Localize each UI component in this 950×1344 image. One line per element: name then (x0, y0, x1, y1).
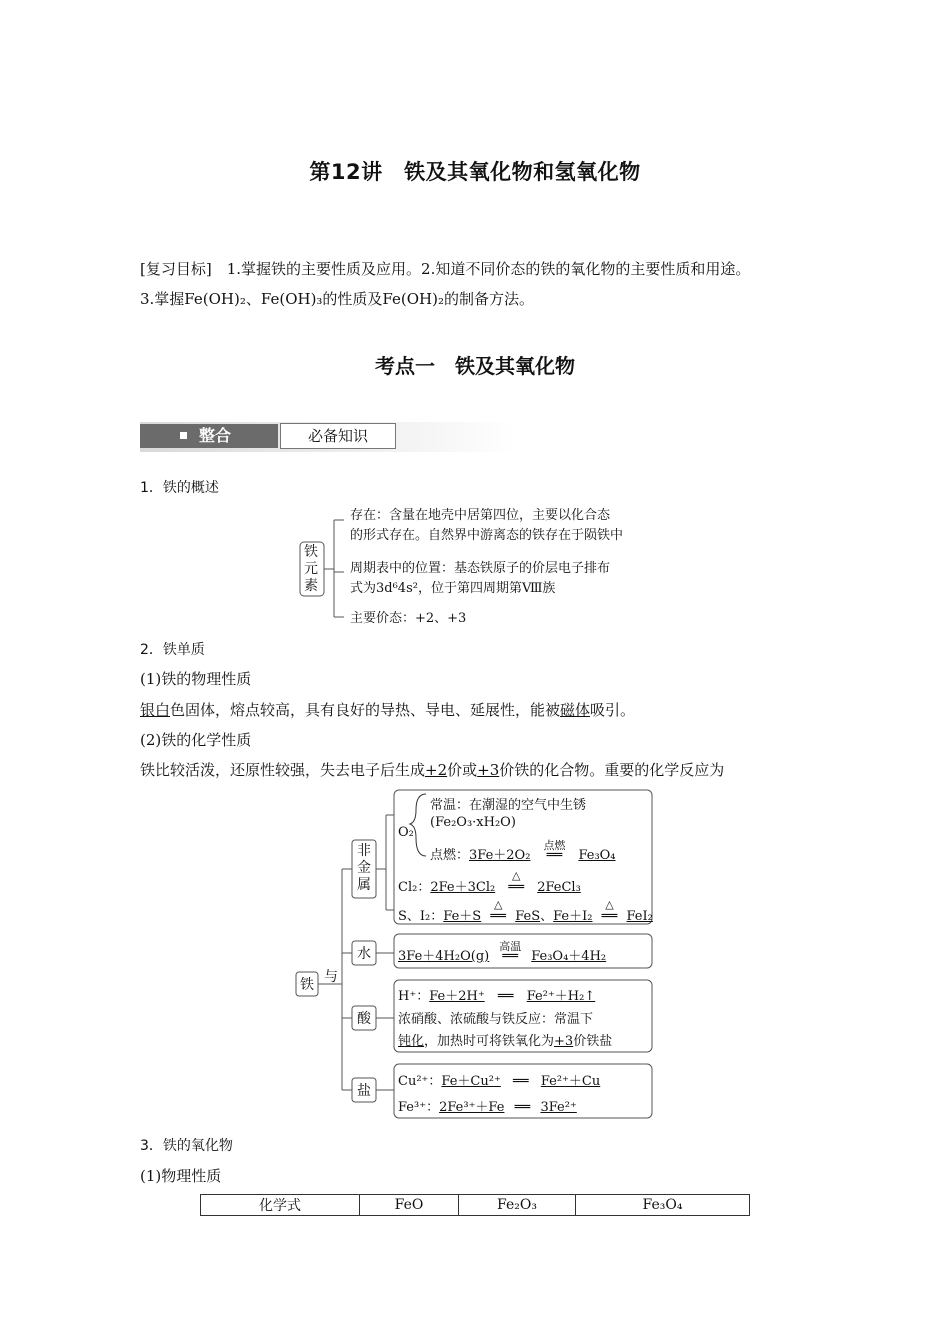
review-goals-line2: 3.掌握Fe(OH)₂、Fe(OH)₃的性质及Fe(OH)₂的制备方法。 (140, 290, 534, 308)
banner-light: 必备知识 (280, 423, 396, 449)
chem-text (140, 759, 724, 780)
cu-left: Fe＋Cu²⁺ (441, 1074, 501, 1089)
cl2-eq (398, 869, 581, 895)
table-header-formula: 化学式 (201, 1195, 360, 1216)
fe3-eq (398, 1096, 577, 1115)
water-right: Fe₃O₄＋4H₂ (531, 949, 607, 964)
table-row (201, 1195, 750, 1216)
acid-text2 (398, 1030, 612, 1049)
cl2-heat: △ (511, 869, 521, 882)
page-title: 第12讲 铁及其氧化物和氢氧化物 (309, 160, 641, 184)
acid-left: Fe＋2H⁺ (429, 989, 485, 1004)
o2-ignite-eq (430, 839, 616, 863)
answer-passivation: 钝化 (398, 1034, 425, 1049)
section-banner (140, 422, 516, 452)
branch-nonmetal: 非金属 (357, 843, 371, 893)
cu-label: Cu²⁺： (398, 1074, 442, 1089)
iron-overview-diagram (298, 500, 668, 630)
cl2-right: 2FeCl₃ (537, 880, 581, 895)
answer-acid-plus3: +3 (554, 1034, 574, 1049)
s-i2-sep: 、 (540, 909, 554, 924)
phys-heading: (1)铁的物理性质 (140, 670, 252, 688)
answer-plus2: +2 (425, 761, 448, 779)
fe3-label: Fe³⁺： (398, 1100, 440, 1115)
i2-left: Fe＋I₂ (553, 909, 593, 924)
phys-text (140, 699, 635, 720)
answer-magnet: 磁体 (560, 701, 591, 719)
s-left: Fe＋S (443, 909, 482, 924)
water-left: 3Fe＋4H₂O(g) (398, 949, 490, 964)
square-icon (180, 432, 187, 439)
cl2-arrow: △ ══ (495, 880, 537, 895)
fe3-right: 3Fe²⁺ (540, 1100, 577, 1115)
i2-heat: △ (605, 898, 614, 911)
fe3-left: 2Fe³⁺＋Fe (439, 1100, 505, 1115)
acid-text2-end: 价铁盐 (573, 1034, 613, 1049)
banner-dark (140, 424, 278, 448)
cl2-left: 2Fe＋3Cl₂ (430, 880, 496, 895)
s-right: FeS (515, 909, 541, 924)
valence-line: 主要价态：+2、+3 (350, 611, 467, 626)
cu-right: Fe²⁺＋Cu (540, 1074, 601, 1089)
table-header-fe3o4: Fe₃O₄ (576, 1195, 750, 1216)
acid-eq (398, 985, 595, 1004)
branch-water: 水 (357, 946, 371, 962)
section-title: 考点一 铁及其氧化物 (375, 354, 575, 378)
acid-text1: 浓硝酸、浓硫酸与铁反应：常温下 (398, 1012, 594, 1027)
o2-label: O₂ (398, 825, 414, 840)
chem-text-start: 铁比较活泼，还原性较强，失去电子后生成 (140, 761, 426, 779)
answer-silver-white: 银白 (140, 701, 171, 719)
oxides-table (200, 1194, 750, 1216)
s-arrow: △ ══ (481, 909, 515, 924)
cu-arrow: ══ (512, 1074, 529, 1089)
heading-iron-oxides: 3．铁的氧化物 (140, 1138, 233, 1154)
acid-right: Fe²⁺＋H₂↑ (526, 989, 596, 1004)
o2-rust: (Fe₂O₃·xH₂O) (430, 815, 516, 830)
o2-ignite-condition: 点燃 (543, 839, 566, 852)
review-goals-text: 1.掌握铁的主要性质及应用。2.知道不同价态的铁的氧化物的主要性质和用途。 (226, 260, 751, 278)
exist-line2: 的形式存在。自然界中游离态的铁存在于陨铁中 (350, 528, 624, 543)
s-i2-eq (398, 898, 653, 924)
chem-reaction-diagram (294, 788, 656, 1122)
water-eq (398, 940, 607, 964)
i2-arrow: △ ══ (592, 909, 626, 924)
period-line1: 周期表中的位置：基态铁原子的价层电子排布 (350, 561, 611, 576)
chem-heading: (2)铁的化学性质 (140, 731, 252, 749)
fe3-arrow: ══ (514, 1100, 531, 1115)
table-header-fe2o3: Fe₂O₃ (459, 1195, 576, 1216)
phys-text-end: 吸引。 (590, 701, 636, 719)
o2-ignite-left: 3Fe＋2O₂ (469, 848, 531, 863)
answer-plus3: +3 (477, 761, 500, 779)
oxides-phys-heading: (1)物理性质 (140, 1167, 222, 1185)
water-arrow: 高温 ══ (489, 949, 531, 964)
root-with: 与 (324, 969, 338, 985)
o2-ignite-arrow: 点燃 ══ (530, 848, 578, 863)
s-i2-label: S、I₂： (398, 909, 444, 924)
phys-text-mid: 色固体，熔点较高，具有良好的导热、导电、延展性，能被 (170, 701, 561, 719)
o2-room-temp: 常温：在潮湿的空气中生锈 (430, 798, 587, 813)
chem-text-end: 价铁的化合物。重要的化学反应为 (499, 761, 725, 779)
table-header-feo: FeO (360, 1195, 459, 1216)
heading-iron-overview: 1．铁的概述 (140, 480, 219, 496)
root-iron: 铁 (300, 977, 314, 993)
review-goals-line1 (140, 258, 750, 279)
o2-ignite-right: Fe₃O₄ (578, 848, 616, 863)
branch-salt: 盐 (357, 1083, 371, 1099)
o2-ignite-label: 点燃： (430, 848, 470, 863)
s-heat: △ (493, 898, 503, 911)
cu-eq (398, 1070, 600, 1089)
review-goals-label: [复习目标] (140, 260, 212, 278)
chem-text-mid: 价或 (447, 761, 478, 779)
banner-dark-label: 整合 (199, 426, 232, 445)
exist-line1: 存在：含量在地壳中居第四位，主要以化合态 (350, 508, 611, 523)
heading-iron-element: 2．铁单质 (140, 642, 205, 658)
i2-right: FeI₂ (626, 909, 653, 924)
cl2-label: Cl₂： (398, 880, 431, 895)
iron-element-node: 铁元素 (304, 544, 318, 594)
water-condition: 高温 (499, 940, 522, 953)
acid-text2-mid: ，加热时可将铁氧化为 (424, 1034, 555, 1049)
acid-arrow: ══ (497, 989, 514, 1004)
acid-label: H⁺： (398, 989, 430, 1004)
branch-acid: 酸 (357, 1011, 371, 1027)
period-line2: 式为3d⁶4s²，位于第四周期第Ⅷ族 (350, 581, 556, 596)
